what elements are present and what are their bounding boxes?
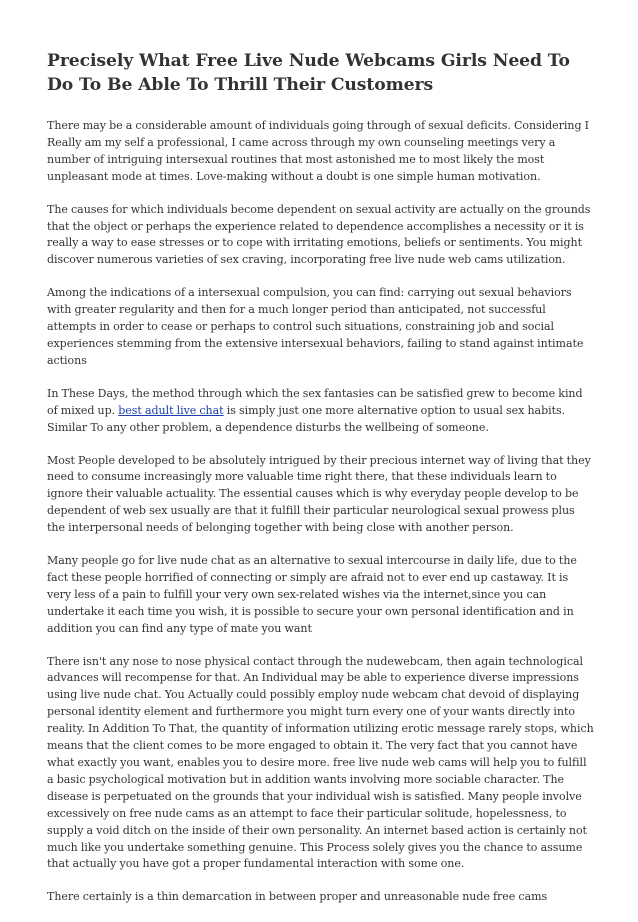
document-page — [47, 49, 594, 922]
paragraph-2: The causes for which individuals become dependent on sexual activity are actually on the grounds that the object or perhaps the experience related to dependence accomplishes a necessity or it is really a way to ease stresses or to cope with irritating emotions, beliefs or sentiments. You might discover numerous varieties of sex craving, incorporating free live nude web cams utilization. — [47, 202, 591, 267]
paragraph-7: There isn't any nose to nose physical contact through the nudewebcam, then again technological advances will recompense for that. An Individual may be able to experience diverse impressions using live nude chat. You Actually could possibly employ nude webcam chat devoid of displaying personal identity element and furthermore you might turn every one of your wants directly into reality. In Addition To That, the quantity of information utilizing erotic message rarely stops, which means that the client comes to be more engaged to obtain it. The very fact that you cannot have what exactly you want, enables you to desire more. free live nude web cams will help you to fulfill a basic psychological motivation but in addition wants involving more sociable character. The disease is perpetuated on the grounds that your individual wish is satisfied. Many people involve excessively on free nude cams as an attempt to face their particular solitude, hopelessness, to supply a void ditch on the inside of their own personality. An internet based action is certainly not much like you undertake something genuine. This Process solely gives you the chance to assume that actually you have got a proper fundamental interaction with some one. — [47, 654, 594, 871]
paragraph-4 — [47, 386, 594, 437]
paragraph-8: There certainly is a thin demarcation in between proper and unreasonable nude free cams — [47, 890, 548, 904]
best-adult-live-chat-link[interactable]: best adult live chat — [118, 403, 224, 417]
paragraph-4-after-link: is simply just one more alternative option to usual sex habits. Similar To any other problem, a dependence disturbs the wellbeing of someone. — [47, 403, 566, 434]
page-title: Precisely What Free Live Nude Webcams Girls Need To Do To Be Able To Thrill Their Customers — [47, 51, 570, 95]
paragraph-4-before-link: In These Days, the method through which the sex fantasies can be satisfied grew to become kind of mixed up. — [47, 386, 583, 417]
paragraph-1: There may be a considerable amount of individuals going through of sexual deficits. Considering I Really am my self a professional, I came across through my own counseling meetings very a number of intriguing intersexual routines that most astonished me to most likely the most unpleasant mode at times. Love-making without a doubt is one simple human motivation. — [47, 119, 589, 183]
paragraph-6: Many people go for live nude chat as an alternative to sexual intercourse in daily life, due to the fact these people horrified of connecting or simply are afraid not to ever end up castaway. It is very less of a pain to fulfill your very own sex-related wishes via the internet,since you can undertake it each time you wish, it is possible to secure your own personal identification and in addition you can find any type of mate you want — [47, 554, 577, 635]
paragraph-5: Most People developed to be absolutely intrigued by their precious internet way of living that they need to consume increasingly more valuable time right there, that these individuals learn to ignore their valuable actuality. The essential causes which is why everyday people develop to be dependent of web sex usually are that it fulfill their particular neurological sexual prowess plus the interpersonal needs of belonging together with being close with another person. — [47, 453, 591, 535]
paragraph-3: Among the indications of a intersexual compulsion, you can find: carrying out sexual behaviors with greater regularity and then for a much longer period than anticipated, not successful attempts in order to cease or perhaps to control such situations, constraining job and social experiences stemming from the extensive intersexual behaviors, failing to stand against intimate actions — [47, 286, 584, 367]
